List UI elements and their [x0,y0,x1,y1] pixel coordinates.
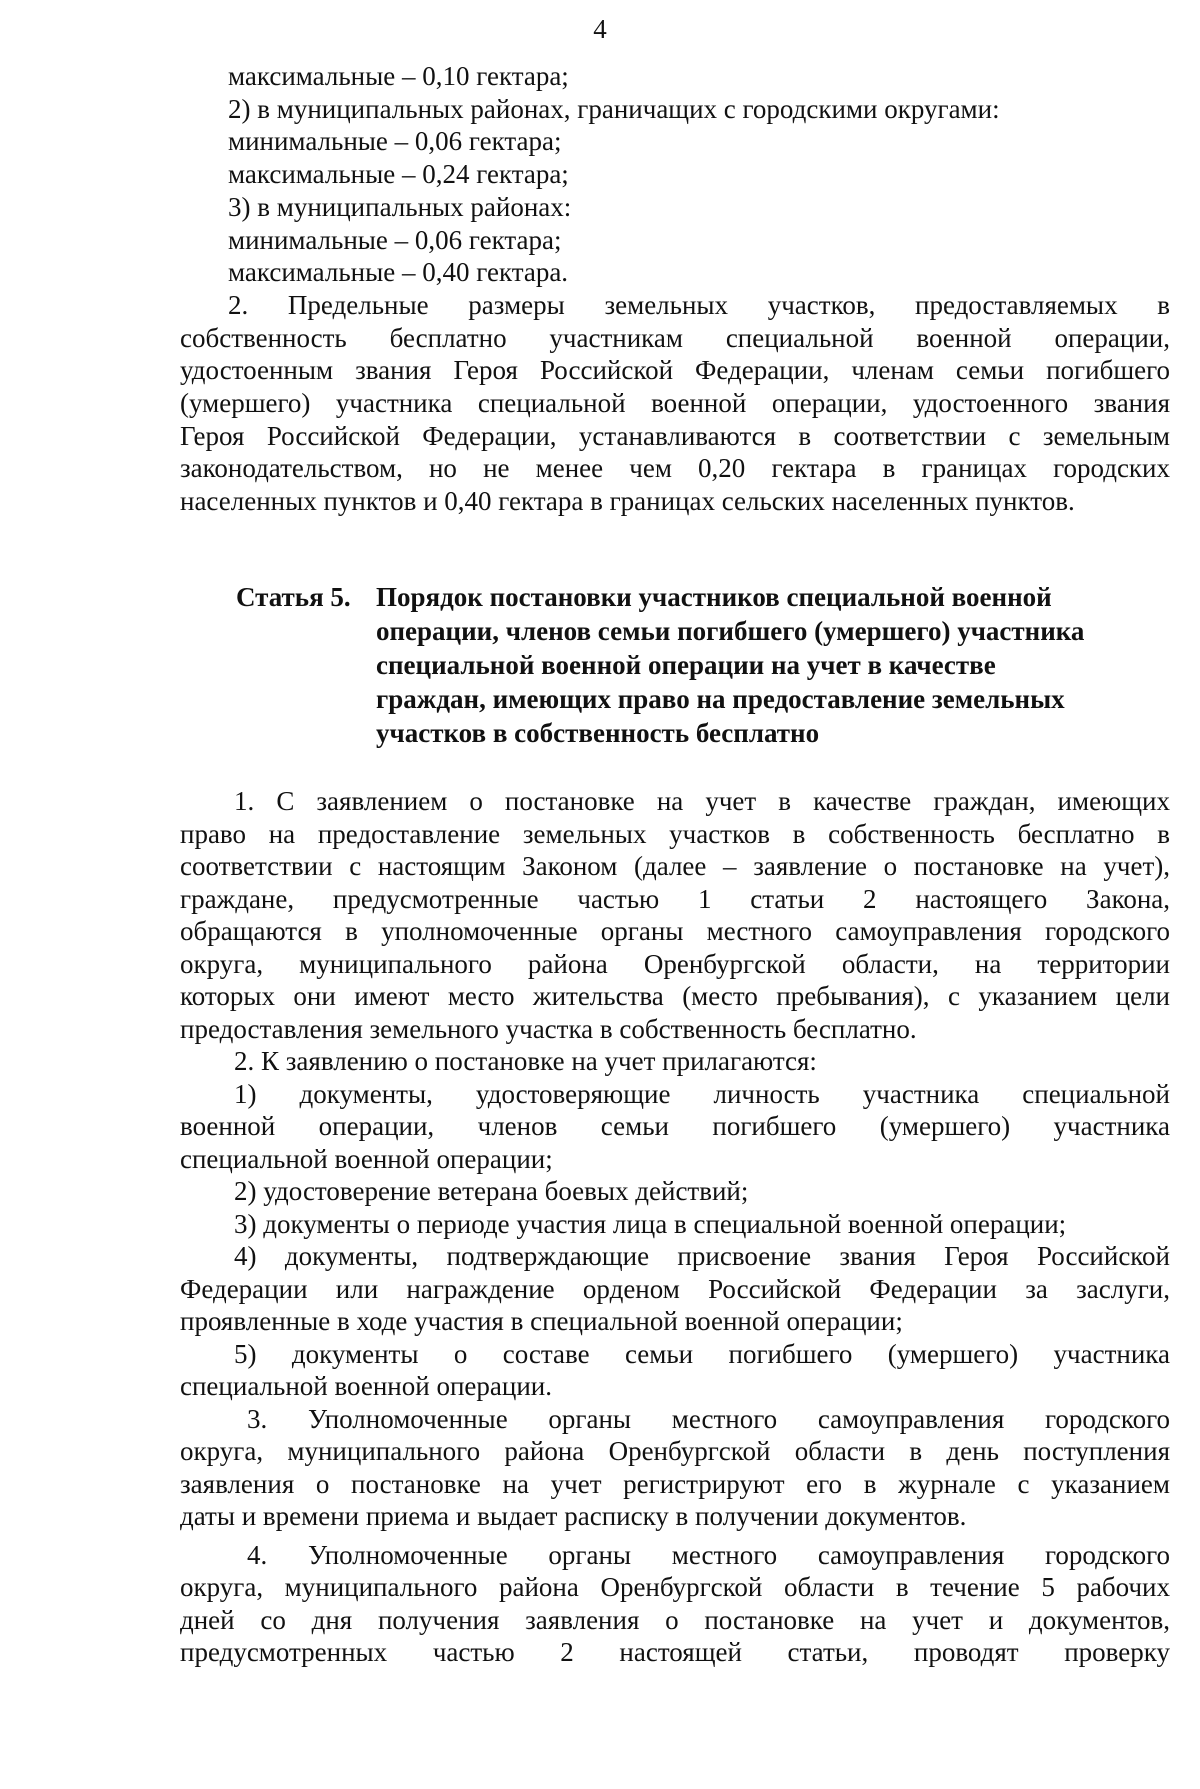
text-line: Федерации или награждение орденом Российской Федерации за заслуги, [180,1273,1170,1304]
text-line: предоставления земельного участка в собственность бесплатно. [180,1013,917,1044]
article-5-body [180,785,1170,1669]
article-title-line: операции, членов семьи погибшего (умершего) участника [376,616,1085,646]
text-line: 1) документы, удостоверяющие личность участника специальной [234,1078,1170,1109]
text-line: специальной военной операции; [180,1143,553,1174]
list-item [180,1078,1170,1176]
text-line: 2) в муниципальных районах, граничащих с городскими округами: [228,93,1000,124]
paragraph-2-line: законодательством, но не менее чем 0,20 гектара в границах городских [180,453,1170,484]
page-number: 4 [593,14,607,44]
list-item: 3) документы о периоде участия лица в специальной военной операции; [234,1208,1067,1239]
text-line: предусмотренных частью 2 настоящей статьи, проводят проверку [180,1637,1170,1667]
list-item [180,1338,1170,1403]
text-line: заявления о постановке на учет регистрируют его в журнале с указанием [180,1468,1170,1499]
text-line: граждане, предусмотренные частью 1 статьи 2 настоящего Закона, [180,883,1170,914]
text-line: 4) документы, подтверждающие присвоение звания Героя Российской [234,1241,1170,1271]
text-line: дней со дня получения заявления о постановке на учет и документов, [180,1604,1170,1635]
text-line: минимальные – 0,06 гектара; [228,126,562,157]
paragraph-3 [180,1403,1170,1533]
paragraph-2-line: населенных пунктов и 0,40 гектара в границах сельских населенных пунктов. [180,486,1075,517]
paragraph-2-line: (умершего) участника специальной военной операции, удостоенного звания [180,388,1170,419]
article-title-line: Порядок постановки участников специальной военной [376,582,1052,612]
law-text-top [180,60,1170,518]
text-line: которых они имеют место жительства (место пребывания), с указанием цели [180,981,1170,1011]
text-line: 3) в муниципальных районах: [228,191,572,222]
paragraph-1 [180,785,1170,1045]
paragraph-2-line: собственность бесплатно участникам специальной военной операции, [180,322,1170,353]
article-5-heading [236,580,1170,750]
text-line: специальной военной операции. [180,1371,552,1401]
text-line: максимальные – 0,40 гектара. [228,257,569,288]
text-line: округа, муниципального района Оренбургской области в день поступления [180,1436,1170,1466]
paragraph-2-intro: 2. К заявлению о постановке на учет прилагаются: [234,1046,817,1076]
text-line: минимальные – 0,06 гектара; [228,224,562,255]
text-line: округа, муниципального района Оренбургской области, на территории [180,948,1170,979]
text-line: военной операции, членов семьи погибшего (умершего) участника [180,1111,1170,1141]
text-line: максимальные – 0,10 гектара; [228,61,569,91]
paragraph-2-line: Героя Российской Федерации, устанавливаются в соответствии с земельным [180,420,1170,451]
article-label: Статья 5. [236,582,351,612]
article-heading-first-row [236,580,1170,614]
text-line: право на предоставление земельных участков в собственность бесплатно в [180,818,1170,849]
article-title-line: специальной военной операции на учет в качестве [376,650,996,680]
text-line: проявленные в ходе участия в специальной военной операции; [180,1306,903,1336]
text-line: обращаются в уполномоченные органы местного самоуправления городского [180,916,1170,946]
list-item: 2) удостоверение ветерана боевых действий; [234,1176,749,1206]
text-line: 3. Уполномоченные органы местного самоуправления городского [247,1403,1170,1434]
article-title-line: граждан, имеющих право на предоставление земельных [376,684,1065,714]
text-line: 4. Уполномоченные органы местного самоуправления городского [247,1539,1170,1570]
text-line: 5) документы о составе семьи погибшего (умершего) участника [234,1338,1170,1369]
paragraph-4 [180,1539,1170,1669]
text-line: округа, муниципального района Оренбургской области в течение 5 рабочих [180,1572,1170,1602]
text-line: даты и времени приема и выдает расписку в получении документов. [180,1501,967,1531]
paragraph-2-line: удостоенным звания Героя Российской Федерации, членам семьи погибшего [180,355,1170,386]
text-line: 1. С заявлением о постановке на учет в качестве граждан, имеющих [234,786,1170,816]
text-line: соответствии с настоящим Законом (далее – заявление о постановке на учет), [180,851,1170,881]
list-item [180,1240,1170,1338]
paragraph-2-line: 2. Предельные размеры земельных участков, предоставляемых в [228,289,1170,320]
text-line: максимальные – 0,24 гектара; [228,159,569,190]
article-title-line: участков в собственность бесплатно [376,718,820,748]
